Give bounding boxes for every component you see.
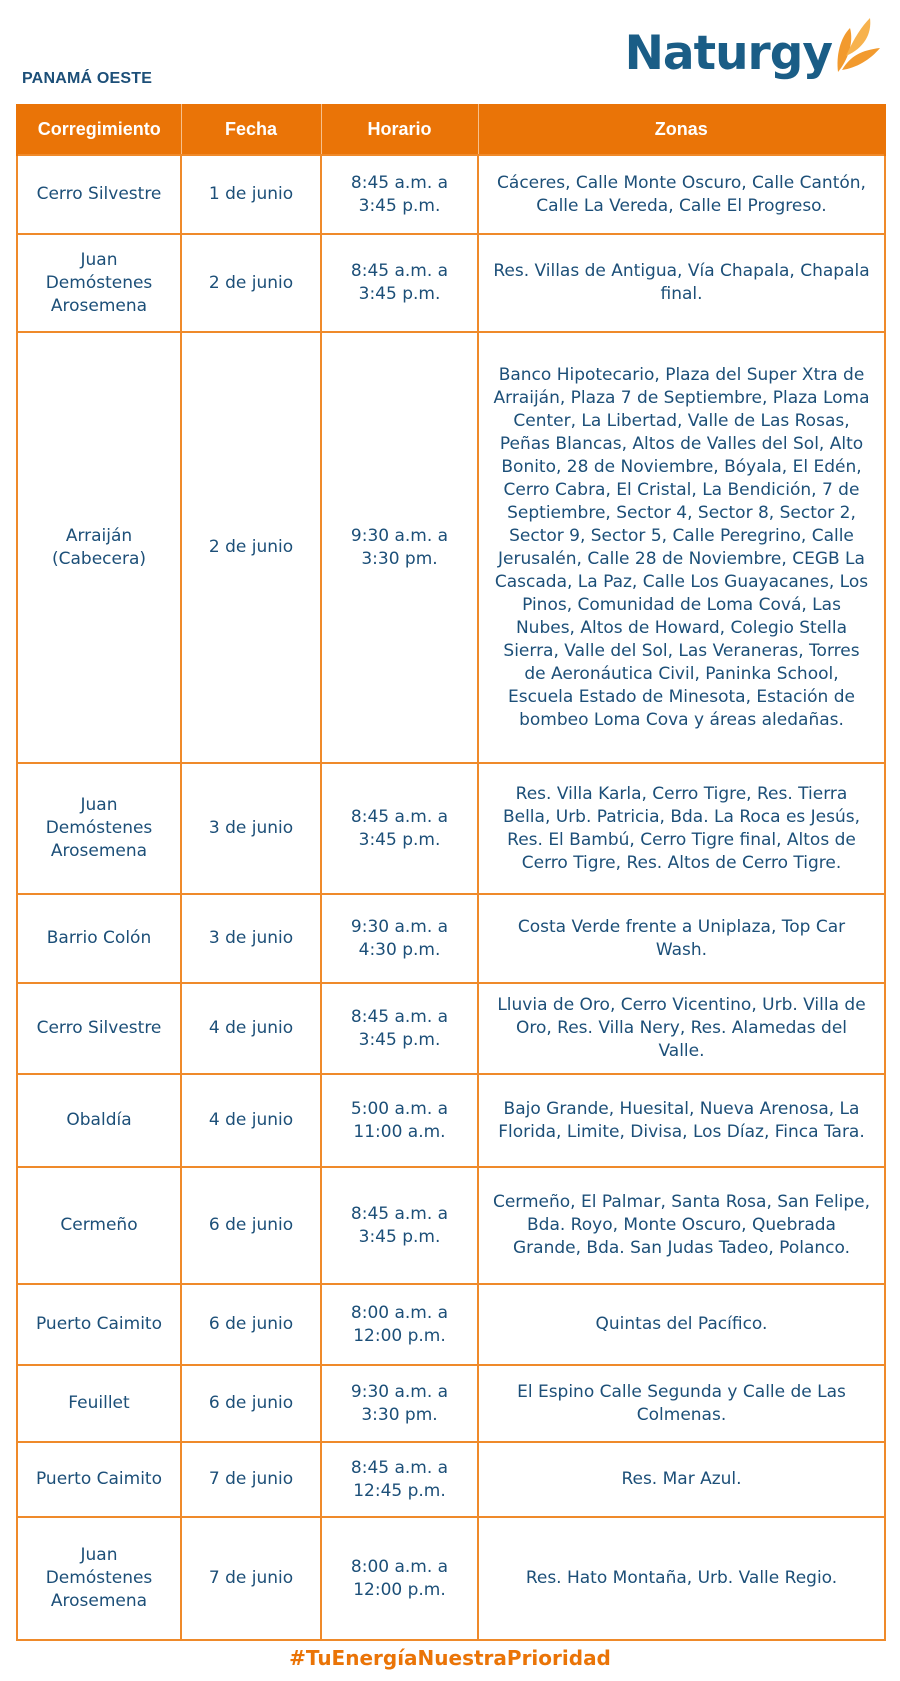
cell-horario: 5:00 a.m. a 11:00 a.m. [321, 1074, 478, 1167]
cell-zonas: Cermeño, El Palmar, Santa Rosa, San Felipe, Bda. Royo, Monte Oscuro, Quebrada Grande, Bda. San Judas Tadeo, Polanco. [478, 1167, 885, 1284]
cell-fecha: 6 de junio [181, 1167, 321, 1284]
cell-corregimiento: Puerto Caimito [17, 1284, 181, 1365]
cell-corregimiento: Arraiján (Cabecera) [17, 332, 181, 763]
header-horario: Horario [321, 104, 478, 155]
region-title: PANAMÁ OESTE [22, 70, 153, 87]
cell-horario: 8:45 a.m. a 3:45 p.m. [321, 155, 478, 234]
cell-corregimiento: Puerto Caimito [17, 1442, 181, 1517]
table-header-row [17, 104, 885, 155]
cell-horario: 8:00 a.m. a 12:00 p.m. [321, 1517, 478, 1640]
cell-zonas: Quintas del Pacífico. [478, 1284, 885, 1365]
table-row [17, 332, 885, 763]
cell-zonas: Costa Verde frente a Uniplaza, Top Car Wash. [478, 894, 885, 983]
cell-corregimiento: Cerro Silvestre [17, 983, 181, 1074]
cell-corregimiento: Cerro Silvestre [17, 155, 181, 234]
table-row [17, 1167, 885, 1284]
logo-text: Naturgy [624, 26, 832, 81]
cell-horario: 8:45 a.m. a 3:45 p.m. [321, 1167, 478, 1284]
table-row [17, 234, 885, 332]
cell-corregimiento: Juan Demóstenes Arosemena [17, 1517, 181, 1640]
cell-corregimiento: Feuillet [17, 1365, 181, 1442]
cell-fecha: 4 de junio [181, 1074, 321, 1167]
cell-zonas: Res. Mar Azul. [478, 1442, 885, 1517]
cell-horario: 8:00 a.m. a 12:00 p.m. [321, 1284, 478, 1365]
cell-corregimiento: Cermeño [17, 1167, 181, 1284]
cell-horario: 8:45 a.m. a 12:45 p.m. [321, 1442, 478, 1517]
table-row [17, 1365, 885, 1442]
cell-zonas: Bajo Grande, Huesital, Nueva Arenosa, La Florida, Limite, Divisa, Los Díaz, Finca Tara. [478, 1074, 885, 1167]
cell-fecha: 2 de junio [181, 234, 321, 332]
cell-corregimiento: Barrio Colón [17, 894, 181, 983]
cell-horario: 8:45 a.m. a 3:45 p.m. [321, 234, 478, 332]
header-fecha: Fecha [181, 104, 321, 155]
cell-zonas: Cáceres, Calle Monte Oscuro, Calle Cantón, Calle La Vereda, Calle El Progreso. [478, 155, 885, 234]
table-row [17, 763, 885, 894]
table-row [17, 1517, 885, 1640]
outage-schedule-table [16, 104, 886, 1641]
cell-zonas: Banco Hipotecario, Plaza del Super Xtra de Arraiján, Plaza 7 de Septiembre, Plaza Loma Center, La Libertad, Valle de Las Rosas, Peñas Blancas, Altos de Valles del Sol, Alto Bonito, 28 de Noviembre, Bóyala, El Edén, Cerro Cabra, El Cristal, La Bendición, 7 de Septiembre, Sector 4, Sector 8, Sector 2, Sector 9, Sector 5, Calle Peregrino, Calle Jerusalén, Calle 28 de Noviembre, CEGB La Cascada, La Paz, Calle Los Guayacanes, Los Pinos, Comunidad de Loma Cová, Las Nubes, Altos de Howard, Colegio Stella Sierra, Valle del Sol, Las Veraneras, Torres de Aeronáutica Civil, Paninka School, Escuela Estado de Minesota, Estación de bombeo Loma Cova y áreas aledañas. [478, 332, 885, 763]
cell-fecha: 3 de junio [181, 763, 321, 894]
cell-zonas: Res. Hato Montaña, Urb. Valle Regio. [478, 1517, 885, 1640]
cell-horario: 8:45 a.m. a 3:45 p.m. [321, 983, 478, 1074]
cell-fecha: 6 de junio [181, 1284, 321, 1365]
cell-zonas: Res. Villas de Antigua, Vía Chapala, Chapala final. [478, 234, 885, 332]
table-row [17, 1284, 885, 1365]
cell-horario: 9:30 a.m. a 3:30 pm. [321, 332, 478, 763]
cell-horario: 9:30 a.m. a 3:30 pm. [321, 1365, 478, 1442]
naturgy-butterfly-icon [832, 16, 882, 72]
cell-zonas: El Espino Calle Segunda y Calle de Las Colmenas. [478, 1365, 885, 1442]
cell-fecha: 2 de junio [181, 332, 321, 763]
table-row [17, 1442, 885, 1517]
cell-horario: 9:30 a.m. a 4:30 p.m. [321, 894, 478, 983]
cell-horario: 8:45 a.m. a 3:45 p.m. [321, 763, 478, 894]
table-row [17, 1074, 885, 1167]
cell-fecha: 7 de junio [181, 1517, 321, 1640]
naturgy-logo [625, 16, 882, 86]
cell-corregimiento: Obaldía [17, 1074, 181, 1167]
table-row [17, 155, 885, 234]
header-zonas: Zonas [478, 104, 885, 155]
table-row [17, 894, 885, 983]
header-corregimiento: Corregimiento [17, 104, 181, 155]
campaign-hashtag: #TuEnergíaNuestraPrioridad [289, 1646, 611, 1670]
cell-fecha: 7 de junio [181, 1442, 321, 1517]
cell-fecha: 3 de junio [181, 894, 321, 983]
cell-fecha: 4 de junio [181, 983, 321, 1074]
cell-corregimiento: Juan Demóstenes Arosemena [17, 234, 181, 332]
cell-zonas: Lluvia de Oro, Cerro Vicentino, Urb. Villa de Oro, Res. Villa Nery, Res. Alamedas del Valle. [478, 983, 885, 1074]
cell-zonas: Res. Villa Karla, Cerro Tigre, Res. Tierra Bella, Urb. Patricia, Bda. La Roca es Jesús, Res. El Bambú, Cerro Tigre final, Altos de Cerro Tigre, Res. Altos de Cerro Tigre. [478, 763, 885, 894]
table-row [17, 983, 885, 1074]
cell-fecha: 1 de junio [181, 155, 321, 234]
cell-fecha: 6 de junio [181, 1365, 321, 1442]
cell-corregimiento: Juan Demóstenes Arosemena [17, 763, 181, 894]
